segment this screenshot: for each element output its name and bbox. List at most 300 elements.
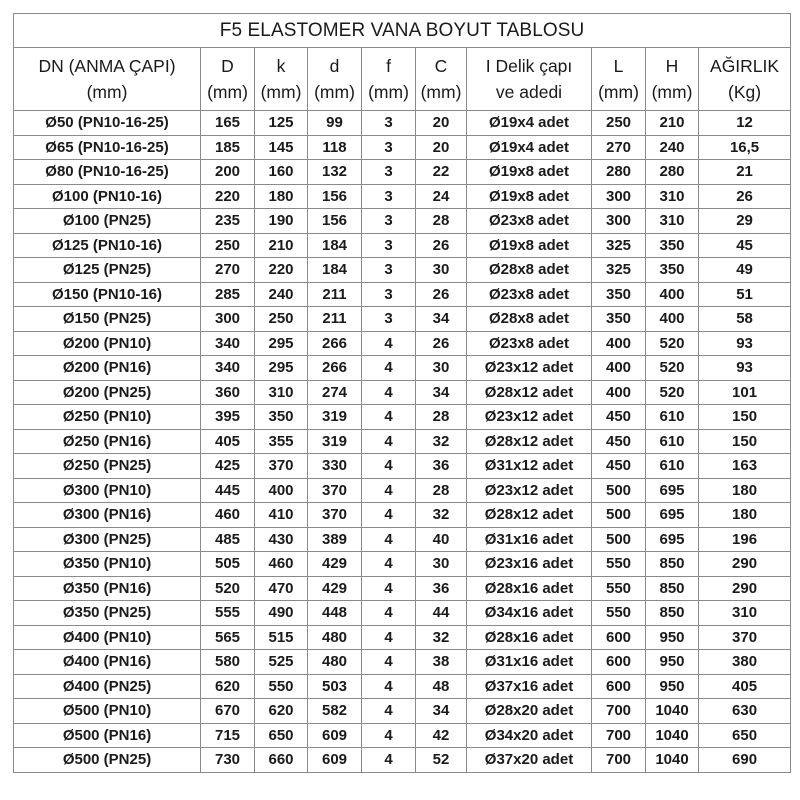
cell-weight: 29 xyxy=(699,209,791,234)
cell-k: 515 xyxy=(255,625,308,650)
cell-c: 36 xyxy=(416,454,467,479)
cell-hole: Ø23x8 adet xyxy=(467,282,592,307)
cell-hole: Ø19x4 adet xyxy=(467,111,592,136)
cell-dn: Ø300 (PN10) xyxy=(14,478,201,503)
cell-h: 950 xyxy=(646,625,699,650)
title-row xyxy=(14,14,791,48)
cell-d-outer: 235 xyxy=(201,209,255,234)
cell-d-outer: 250 xyxy=(201,233,255,258)
cell-weight: 290 xyxy=(699,552,791,577)
cell-l: 450 xyxy=(592,405,646,430)
cell-hole: Ø31x16 adet xyxy=(467,650,592,675)
table-row xyxy=(14,576,791,601)
cell-weight: 290 xyxy=(699,576,791,601)
cell-c: 24 xyxy=(416,184,467,209)
cell-weight: 370 xyxy=(699,625,791,650)
cell-d: 480 xyxy=(308,625,362,650)
column-header-dn xyxy=(14,48,201,111)
cell-d: 266 xyxy=(308,331,362,356)
cell-c: 32 xyxy=(416,625,467,650)
cell-hole: Ø28x8 adet xyxy=(467,307,592,332)
cell-c: 30 xyxy=(416,356,467,381)
cell-f: 4 xyxy=(362,576,416,601)
cell-c: 26 xyxy=(416,282,467,307)
cell-dn: Ø250 (PN16) xyxy=(14,429,201,454)
cell-dn: Ø350 (PN25) xyxy=(14,601,201,626)
column-header-unit: (mm) xyxy=(314,82,355,102)
cell-hole: Ø28x16 adet xyxy=(467,625,592,650)
cell-h: 1040 xyxy=(646,748,699,773)
cell-hole: Ø37x20 adet xyxy=(467,748,592,773)
cell-dn: Ø100 (PN25) xyxy=(14,209,201,234)
cell-d: 389 xyxy=(308,527,362,552)
cell-h: 520 xyxy=(646,356,699,381)
cell-d: 429 xyxy=(308,576,362,601)
cell-f: 4 xyxy=(362,601,416,626)
table-row xyxy=(14,282,791,307)
column-header-label: D xyxy=(221,56,234,76)
cell-f: 4 xyxy=(362,503,416,528)
cell-d-outer: 395 xyxy=(201,405,255,430)
cell-hole: Ø19x8 adet xyxy=(467,184,592,209)
cell-f: 4 xyxy=(362,699,416,724)
cell-l: 600 xyxy=(592,625,646,650)
cell-weight: 21 xyxy=(699,160,791,185)
cell-d-outer: 270 xyxy=(201,258,255,283)
table-row xyxy=(14,209,791,234)
cell-f: 4 xyxy=(362,650,416,675)
cell-d-outer: 165 xyxy=(201,111,255,136)
cell-f: 4 xyxy=(362,454,416,479)
cell-hole: Ø23x12 adet xyxy=(467,478,592,503)
cell-d-outer: 505 xyxy=(201,552,255,577)
cell-d-outer: 185 xyxy=(201,135,255,160)
cell-l: 700 xyxy=(592,748,646,773)
table-row xyxy=(14,233,791,258)
cell-f: 4 xyxy=(362,674,416,699)
cell-d-outer: 340 xyxy=(201,331,255,356)
column-header-unit: (Kg) xyxy=(728,82,762,102)
cell-d: 274 xyxy=(308,380,362,405)
table-row xyxy=(14,478,791,503)
column-header-unit: (mm) xyxy=(368,82,409,102)
table-title: F5 ELASTOMER VANA BOYUT TABLOSU xyxy=(14,14,791,48)
cell-d-outer: 565 xyxy=(201,625,255,650)
cell-l: 280 xyxy=(592,160,646,185)
cell-h: 950 xyxy=(646,674,699,699)
cell-hole: Ø37x16 adet xyxy=(467,674,592,699)
cell-hole: Ø28x12 adet xyxy=(467,503,592,528)
cell-h: 695 xyxy=(646,478,699,503)
cell-weight: 690 xyxy=(699,748,791,773)
cell-h: 610 xyxy=(646,429,699,454)
table-row xyxy=(14,552,791,577)
cell-weight: 163 xyxy=(699,454,791,479)
cell-f: 3 xyxy=(362,111,416,136)
cell-d-outer: 580 xyxy=(201,650,255,675)
cell-weight: 45 xyxy=(699,233,791,258)
cell-h: 850 xyxy=(646,601,699,626)
cell-hole: Ø34x16 adet xyxy=(467,601,592,626)
cell-dn: Ø500 (PN10) xyxy=(14,699,201,724)
column-header-unit: ve adedi xyxy=(495,82,563,102)
table-row xyxy=(14,674,791,699)
cell-c: 36 xyxy=(416,576,467,601)
cell-k: 125 xyxy=(255,111,308,136)
cell-hole: Ø19x8 adet xyxy=(467,160,592,185)
cell-dn: Ø150 (PN25) xyxy=(14,307,201,332)
cell-d: 319 xyxy=(308,405,362,430)
cell-l: 300 xyxy=(592,184,646,209)
cell-l: 400 xyxy=(592,380,646,405)
cell-d-outer: 300 xyxy=(201,307,255,332)
cell-h: 240 xyxy=(646,135,699,160)
header-row xyxy=(14,48,791,111)
cell-k: 525 xyxy=(255,650,308,675)
cell-hole: Ø23x8 adet xyxy=(467,209,592,234)
cell-h: 350 xyxy=(646,233,699,258)
cell-c: 34 xyxy=(416,307,467,332)
cell-k: 145 xyxy=(255,135,308,160)
column-header-l xyxy=(592,48,646,111)
column-header-d-outer xyxy=(201,48,255,111)
cell-k: 620 xyxy=(255,699,308,724)
cell-h: 1040 xyxy=(646,723,699,748)
cell-hole: Ø31x12 adet xyxy=(467,454,592,479)
cell-d: 480 xyxy=(308,650,362,675)
table-row xyxy=(14,748,791,773)
cell-dn: Ø500 (PN16) xyxy=(14,723,201,748)
cell-dn: Ø350 (PN16) xyxy=(14,576,201,601)
cell-d: 156 xyxy=(308,209,362,234)
cell-f: 4 xyxy=(362,527,416,552)
cell-hole: Ø28x16 adet xyxy=(467,576,592,601)
cell-hole: Ø19x8 adet xyxy=(467,233,592,258)
table-row xyxy=(14,380,791,405)
cell-hole: Ø28x20 adet xyxy=(467,699,592,724)
cell-d-outer: 340 xyxy=(201,356,255,381)
cell-h: 400 xyxy=(646,307,699,332)
dimension-table-sheet xyxy=(13,13,790,788)
cell-dn: Ø200 (PN16) xyxy=(14,356,201,381)
cell-k: 190 xyxy=(255,209,308,234)
cell-c: 30 xyxy=(416,552,467,577)
cell-c: 40 xyxy=(416,527,467,552)
cell-f: 4 xyxy=(362,723,416,748)
cell-d: 118 xyxy=(308,135,362,160)
cell-l: 500 xyxy=(592,478,646,503)
column-header-label: C xyxy=(434,56,448,76)
cell-f: 4 xyxy=(362,405,416,430)
cell-d-outer: 220 xyxy=(201,184,255,209)
cell-f: 4 xyxy=(362,552,416,577)
cell-f: 3 xyxy=(362,258,416,283)
cell-h: 350 xyxy=(646,258,699,283)
cell-c: 38 xyxy=(416,650,467,675)
cell-l: 700 xyxy=(592,699,646,724)
column-header-unit: (mm) xyxy=(207,82,248,102)
cell-dn: Ø300 (PN25) xyxy=(14,527,201,552)
cell-c: 20 xyxy=(416,111,467,136)
column-header-unit: (mm) xyxy=(260,82,302,102)
table-row xyxy=(14,503,791,528)
cell-k: 660 xyxy=(255,748,308,773)
cell-k: 295 xyxy=(255,331,308,356)
cell-dn: Ø400 (PN25) xyxy=(14,674,201,699)
cell-hole: Ø28x12 adet xyxy=(467,429,592,454)
column-header-label: H xyxy=(665,56,679,76)
cell-c: 26 xyxy=(416,331,467,356)
cell-d: 429 xyxy=(308,552,362,577)
cell-hole: Ø23x12 adet xyxy=(467,405,592,430)
cell-d: 370 xyxy=(308,478,362,503)
cell-f: 4 xyxy=(362,625,416,650)
cell-l: 270 xyxy=(592,135,646,160)
column-header-label: k xyxy=(276,56,286,76)
cell-weight: 49 xyxy=(699,258,791,283)
cell-d: 156 xyxy=(308,184,362,209)
cell-weight: 380 xyxy=(699,650,791,675)
cell-k: 180 xyxy=(255,184,308,209)
cell-f: 4 xyxy=(362,429,416,454)
column-header-label: d xyxy=(329,56,340,76)
table-body xyxy=(14,111,791,773)
cell-weight: 310 xyxy=(699,601,791,626)
cell-f: 3 xyxy=(362,307,416,332)
cell-hole: Ø23x8 adet xyxy=(467,331,592,356)
column-header-unit: (mm) xyxy=(420,82,462,102)
cell-k: 210 xyxy=(255,233,308,258)
table-row xyxy=(14,111,791,136)
cell-k: 220 xyxy=(255,258,308,283)
cell-weight: 58 xyxy=(699,307,791,332)
table-row xyxy=(14,307,791,332)
cell-weight: 93 xyxy=(699,331,791,356)
cell-k: 460 xyxy=(255,552,308,577)
cell-l: 550 xyxy=(592,576,646,601)
cell-h: 610 xyxy=(646,454,699,479)
cell-d: 448 xyxy=(308,601,362,626)
column-header-unit: (mm) xyxy=(651,82,693,102)
column-header-d xyxy=(308,48,362,111)
cell-hole: Ø34x20 adet xyxy=(467,723,592,748)
cell-c: 34 xyxy=(416,380,467,405)
cell-l: 450 xyxy=(592,429,646,454)
cell-weight: 180 xyxy=(699,503,791,528)
table-row xyxy=(14,258,791,283)
cell-d: 582 xyxy=(308,699,362,724)
cell-h: 520 xyxy=(646,380,699,405)
table-row xyxy=(14,429,791,454)
table-row xyxy=(14,405,791,430)
cell-k: 470 xyxy=(255,576,308,601)
cell-d: 330 xyxy=(308,454,362,479)
cell-h: 950 xyxy=(646,650,699,675)
cell-c: 48 xyxy=(416,674,467,699)
table-row xyxy=(14,454,791,479)
cell-k: 410 xyxy=(255,503,308,528)
cell-c: 32 xyxy=(416,503,467,528)
cell-d-outer: 620 xyxy=(201,674,255,699)
column-header-hole xyxy=(467,48,592,111)
cell-c: 34 xyxy=(416,699,467,724)
cell-d-outer: 670 xyxy=(201,699,255,724)
cell-h: 210 xyxy=(646,111,699,136)
cell-d-outer: 715 xyxy=(201,723,255,748)
cell-h: 850 xyxy=(646,576,699,601)
cell-f: 4 xyxy=(362,380,416,405)
cell-k: 370 xyxy=(255,454,308,479)
cell-l: 350 xyxy=(592,307,646,332)
cell-weight: 12 xyxy=(699,111,791,136)
cell-hole: Ø28x12 adet xyxy=(467,380,592,405)
cell-k: 490 xyxy=(255,601,308,626)
cell-dn: Ø400 (PN16) xyxy=(14,650,201,675)
cell-f: 4 xyxy=(362,478,416,503)
cell-l: 600 xyxy=(592,674,646,699)
column-header-label: DN (ANMA ÇAPI) xyxy=(38,56,176,76)
cell-hole: Ø23x16 adet xyxy=(467,552,592,577)
cell-f: 3 xyxy=(362,233,416,258)
cell-dn: Ø50 (PN10-16-25) xyxy=(14,111,201,136)
cell-d: 609 xyxy=(308,748,362,773)
cell-k: 310 xyxy=(255,380,308,405)
cell-l: 325 xyxy=(592,258,646,283)
column-header-k xyxy=(255,48,308,111)
cell-dn: Ø150 (PN10-16) xyxy=(14,282,201,307)
cell-h: 695 xyxy=(646,527,699,552)
cell-dn: Ø300 (PN16) xyxy=(14,503,201,528)
cell-d: 609 xyxy=(308,723,362,748)
cell-weight: 150 xyxy=(699,405,791,430)
cell-dn: Ø400 (PN10) xyxy=(14,625,201,650)
cell-c: 22 xyxy=(416,160,467,185)
cell-l: 300 xyxy=(592,209,646,234)
cell-k: 295 xyxy=(255,356,308,381)
cell-f: 4 xyxy=(362,331,416,356)
column-header-label: f xyxy=(386,56,391,76)
cell-d-outer: 360 xyxy=(201,380,255,405)
column-header-f xyxy=(362,48,416,111)
cell-c: 44 xyxy=(416,601,467,626)
cell-l: 325 xyxy=(592,233,646,258)
cell-k: 650 xyxy=(255,723,308,748)
table-row xyxy=(14,527,791,552)
cell-d: 184 xyxy=(308,258,362,283)
cell-d-outer: 730 xyxy=(201,748,255,773)
cell-weight: 26 xyxy=(699,184,791,209)
valve-dimension-table xyxy=(13,13,791,773)
cell-weight: 16,5 xyxy=(699,135,791,160)
cell-k: 160 xyxy=(255,160,308,185)
cell-c: 20 xyxy=(416,135,467,160)
cell-d-outer: 460 xyxy=(201,503,255,528)
cell-k: 250 xyxy=(255,307,308,332)
cell-dn: Ø500 (PN25) xyxy=(14,748,201,773)
cell-dn: Ø200 (PN25) xyxy=(14,380,201,405)
cell-h: 400 xyxy=(646,282,699,307)
cell-weight: 630 xyxy=(699,699,791,724)
cell-k: 430 xyxy=(255,527,308,552)
cell-c: 28 xyxy=(416,478,467,503)
column-header-unit: (mm) xyxy=(86,82,128,102)
column-header-h xyxy=(646,48,699,111)
cell-d-outer: 485 xyxy=(201,527,255,552)
column-header-label: L xyxy=(613,56,624,76)
cell-c: 42 xyxy=(416,723,467,748)
cell-h: 610 xyxy=(646,405,699,430)
cell-c: 30 xyxy=(416,258,467,283)
cell-f: 4 xyxy=(362,356,416,381)
cell-dn: Ø100 (PN10-16) xyxy=(14,184,201,209)
column-header-unit: (mm) xyxy=(598,82,639,102)
cell-d-outer: 405 xyxy=(201,429,255,454)
cell-d-outer: 445 xyxy=(201,478,255,503)
cell-dn: Ø250 (PN10) xyxy=(14,405,201,430)
cell-weight: 180 xyxy=(699,478,791,503)
cell-k: 350 xyxy=(255,405,308,430)
cell-c: 52 xyxy=(416,748,467,773)
cell-h: 520 xyxy=(646,331,699,356)
cell-weight: 196 xyxy=(699,527,791,552)
cell-dn: Ø125 (PN25) xyxy=(14,258,201,283)
cell-l: 400 xyxy=(592,331,646,356)
table-row xyxy=(14,699,791,724)
cell-l: 550 xyxy=(592,552,646,577)
column-header-weight xyxy=(699,48,791,111)
cell-hole: Ø31x16 adet xyxy=(467,527,592,552)
table-row xyxy=(14,135,791,160)
column-header-label: I Delik çapı xyxy=(485,56,573,76)
table-row xyxy=(14,356,791,381)
cell-h: 310 xyxy=(646,209,699,234)
cell-dn: Ø65 (PN10-16-25) xyxy=(14,135,201,160)
cell-d-outer: 200 xyxy=(201,160,255,185)
cell-l: 450 xyxy=(592,454,646,479)
cell-h: 850 xyxy=(646,552,699,577)
cell-d: 319 xyxy=(308,429,362,454)
cell-f: 3 xyxy=(362,160,416,185)
cell-d: 184 xyxy=(308,233,362,258)
cell-d: 503 xyxy=(308,674,362,699)
table-row xyxy=(14,331,791,356)
cell-h: 280 xyxy=(646,160,699,185)
cell-d-outer: 555 xyxy=(201,601,255,626)
cell-f: 3 xyxy=(362,282,416,307)
column-header-label: AĞIRLIK xyxy=(710,56,780,76)
table-row xyxy=(14,184,791,209)
cell-f: 3 xyxy=(362,135,416,160)
cell-hole: Ø19x4 adet xyxy=(467,135,592,160)
cell-d: 266 xyxy=(308,356,362,381)
cell-weight: 51 xyxy=(699,282,791,307)
cell-h: 695 xyxy=(646,503,699,528)
cell-hole: Ø23x12 adet xyxy=(467,356,592,381)
table-row xyxy=(14,601,791,626)
cell-l: 500 xyxy=(592,503,646,528)
cell-d: 99 xyxy=(308,111,362,136)
cell-d: 211 xyxy=(308,282,362,307)
cell-c: 32 xyxy=(416,429,467,454)
cell-f: 4 xyxy=(362,748,416,773)
cell-l: 350 xyxy=(592,282,646,307)
cell-l: 600 xyxy=(592,650,646,675)
table-row xyxy=(14,625,791,650)
cell-d: 211 xyxy=(308,307,362,332)
cell-l: 250 xyxy=(592,111,646,136)
cell-h: 310 xyxy=(646,184,699,209)
cell-k: 400 xyxy=(255,478,308,503)
